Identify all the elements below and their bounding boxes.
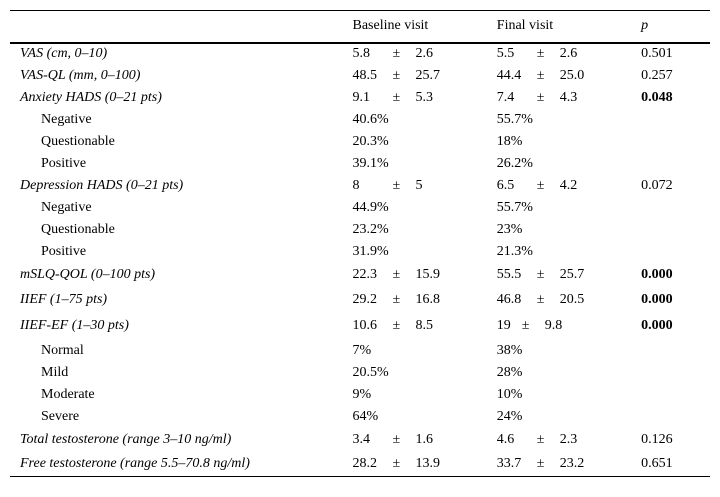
table-header <box>10 11 710 43</box>
final-value: 33.7 ± 23.2 <box>496 456 585 472</box>
p-value: 0.501 <box>641 46 673 61</box>
table-row <box>10 362 710 384</box>
baseline-value: 28.2 ± 13.9 <box>352 456 440 472</box>
baseline-value: 5.8 ± 2.6 <box>352 46 433 61</box>
p-value: 0.651 <box>641 456 673 472</box>
p-value <box>641 384 710 406</box>
table-row <box>10 153 710 175</box>
p-value <box>641 406 710 428</box>
p-value: 0.000 <box>641 292 673 307</box>
final-value: 23% <box>496 221 523 237</box>
row-label: IIEF (1–75 pts) <box>20 292 108 307</box>
p-value <box>641 362 710 384</box>
p-value: 0.000 <box>641 318 673 333</box>
baseline-value: 9% <box>352 386 372 402</box>
final-value: 7.4 ± 4.3 <box>496 89 578 105</box>
p-value: 0.000 <box>641 267 673 282</box>
p-value <box>641 197 710 219</box>
baseline-value: 8 ± 5 <box>352 177 423 193</box>
final-value: 55.7% <box>496 111 533 127</box>
table-row <box>10 109 710 131</box>
row-label: Mild <box>41 364 69 380</box>
final-value: 55.7% <box>496 199 533 215</box>
final-value: 18% <box>496 133 523 149</box>
baseline-value: 9.1 ± 5.3 <box>352 89 433 105</box>
results-table-container <box>10 10 710 477</box>
p-value <box>641 153 710 175</box>
table-row <box>10 313 710 340</box>
baseline-value: 31.9% <box>352 243 389 259</box>
table-row <box>10 197 710 219</box>
baseline-value: 22.3 ± 15.9 <box>352 267 440 282</box>
p-value <box>641 131 710 153</box>
table-row <box>10 453 710 477</box>
baseline-value: 7% <box>352 342 372 358</box>
p-value <box>641 241 710 263</box>
final-value: 21.3% <box>496 243 533 259</box>
final-value: 6.5 ± 4.2 <box>496 177 578 193</box>
row-label: Negative <box>41 199 92 215</box>
baseline-value: 20.5% <box>352 364 389 380</box>
row-label: Moderate <box>41 386 95 402</box>
table-row <box>10 263 710 288</box>
row-label: mSLQ-QOL (0–100 pts) <box>20 267 156 282</box>
header-baseline: Baseline visit <box>352 18 429 34</box>
baseline-value: 48.5 ± 25.7 <box>352 67 440 83</box>
table-row <box>10 241 710 263</box>
row-label: Negative <box>41 111 92 127</box>
row-label: IIEF-EF (1–30 pts) <box>20 318 129 333</box>
row-label: Total testosterone (range 3–10 ng/ml) <box>20 432 232 447</box>
row-label: Free testosterone (range 5.5–70.8 ng/ml) <box>20 456 250 472</box>
baseline-value: 3.4 ± 1.6 <box>352 432 433 447</box>
table-row <box>10 43 710 65</box>
final-value: 44.4 ± 25.0 <box>496 67 585 83</box>
header-p: p <box>641 18 649 34</box>
table-row <box>10 384 710 406</box>
row-label: Questionable <box>41 133 115 149</box>
p-value: 0.072 <box>641 177 673 193</box>
row-label: Positive <box>41 243 87 259</box>
final-value: 28% <box>496 364 523 380</box>
header-row <box>10 11 710 43</box>
row-label: Positive <box>41 155 87 171</box>
final-value: 4.6 ± 2.3 <box>496 432 578 447</box>
table-row <box>10 65 710 87</box>
p-value: 0.257 <box>641 67 673 83</box>
table-row <box>10 288 710 313</box>
baseline-value: 23.2% <box>352 221 389 237</box>
table-row <box>10 87 710 109</box>
baseline-value: 39.1% <box>352 155 389 171</box>
results-table <box>10 10 710 477</box>
final-value: 55.5 ± 25.7 <box>496 267 585 282</box>
final-value: 19 ± 9.8 <box>496 318 563 333</box>
baseline-value: 64% <box>352 408 379 424</box>
final-value: 38% <box>496 342 523 358</box>
table-row <box>10 175 710 197</box>
final-value: 24% <box>496 408 523 424</box>
final-value: 5.5 ± 2.6 <box>496 46 578 61</box>
row-label: Anxiety HADS (0–21 pts) <box>20 89 162 105</box>
p-value <box>641 219 710 241</box>
header-final: Final visit <box>496 18 554 34</box>
table-row <box>10 219 710 241</box>
baseline-value: 10.6 ± 8.5 <box>352 318 433 333</box>
row-label: VAS (cm, 0–10) <box>20 46 108 61</box>
table-row <box>10 428 710 453</box>
row-label: Normal <box>41 342 84 358</box>
row-label: Depression HADS (0–21 pts) <box>20 177 184 193</box>
table-row <box>10 406 710 428</box>
final-value: 46.8 ± 20.5 <box>496 292 585 307</box>
final-value: 10% <box>496 386 523 402</box>
row-label: VAS-QL (mm, 0–100) <box>20 67 141 83</box>
baseline-value: 44.9% <box>352 199 389 215</box>
row-label: Questionable <box>41 221 115 237</box>
header-variable <box>10 11 353 43</box>
final-value: 26.2% <box>496 155 533 171</box>
table-row <box>10 131 710 153</box>
p-value <box>641 109 710 131</box>
p-value: 0.048 <box>641 89 673 105</box>
p-value <box>641 340 710 362</box>
baseline-value: 40.6% <box>352 111 389 127</box>
row-label: Severe <box>41 408 80 424</box>
table-row <box>10 340 710 362</box>
baseline-value: 29.2 ± 16.8 <box>352 292 440 307</box>
baseline-value: 20.3% <box>352 133 389 149</box>
table-body <box>10 43 710 477</box>
p-value: 0.126 <box>641 432 673 447</box>
